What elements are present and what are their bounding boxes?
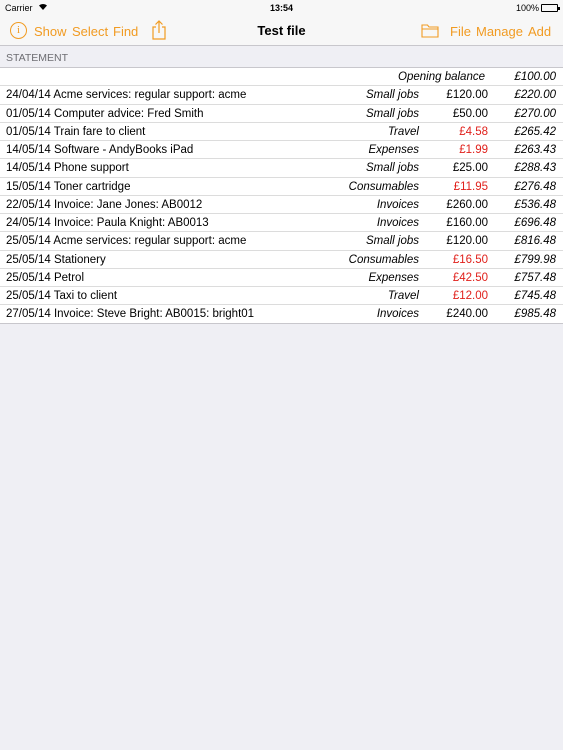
transaction-description <box>6 89 246 101</box>
transaction-text: Taxi to client <box>53 290 118 302</box>
file-button[interactable]: File <box>450 24 471 39</box>
select-button[interactable]: Select <box>72 24 109 39</box>
transaction-row[interactable] <box>0 196 563 214</box>
transaction-text: Acme services: regular support: acme <box>53 89 247 102</box>
transaction-balance: £696.48 <box>514 217 556 229</box>
transaction-text: Toner cartridge <box>53 180 131 193</box>
transaction-category: Travel <box>387 290 419 302</box>
page-title: Test file <box>257 23 306 38</box>
transaction-category: Consumables <box>348 253 419 266</box>
transaction-amount: £1.99 <box>459 144 488 156</box>
transaction-text: Invoice: Steve Bright: AB0015: bright01 <box>53 308 255 321</box>
transaction-row[interactable] <box>0 178 563 196</box>
section-header: STATEMENT <box>0 47 563 68</box>
transaction-category: Invoices <box>376 198 419 211</box>
transaction-date: 24/05/14 <box>6 217 51 229</box>
transaction-date: 01/05/14 <box>6 107 51 120</box>
transaction-row[interactable] <box>0 269 563 287</box>
transaction-balance: £745.48 <box>514 290 556 302</box>
transaction-text: Software - AndyBooks iPad <box>53 144 194 156</box>
transaction-balance: £276.48 <box>514 180 556 193</box>
transaction-description <box>6 290 117 302</box>
transaction-category: Travel <box>387 125 419 138</box>
transaction-amount: £12.00 <box>452 290 488 302</box>
transaction-amount: £120.00 <box>446 89 488 102</box>
transaction-date: 24/04/14 <box>6 89 51 102</box>
transaction-balance: £799.98 <box>514 253 556 266</box>
transaction-amount: £240.00 <box>446 308 488 321</box>
transaction-amount: £42.50 <box>452 271 488 284</box>
transaction-row[interactable] <box>0 214 563 232</box>
transaction-row[interactable] <box>0 123 563 141</box>
transaction-date: 15/05/14 <box>6 180 51 193</box>
transaction-balance: £265.42 <box>514 125 556 138</box>
transaction-category: Consumables <box>348 180 419 193</box>
transaction-balance: £288.43 <box>514 162 556 175</box>
manage-button[interactable]: Manage <box>476 24 523 39</box>
transaction-date: 14/05/14 <box>6 144 51 156</box>
transaction-balance: £985.48 <box>514 308 556 321</box>
transaction-amount: £16.50 <box>452 253 488 266</box>
carrier-label: Carrier <box>5 3 33 13</box>
transaction-text: Petrol <box>53 271 85 284</box>
status-time: 13:54 <box>269 3 294 13</box>
transaction-description <box>6 235 246 247</box>
transaction-description <box>6 108 204 120</box>
transaction-date: 25/05/14 <box>6 271 51 284</box>
transaction-date: 27/05/14 <box>6 308 51 321</box>
transaction-category: Small jobs <box>365 162 419 175</box>
transaction-balance: £263.43 <box>514 144 556 156</box>
transaction-amount: £120.00 <box>446 235 488 248</box>
transaction-amount: £11.95 <box>453 180 488 193</box>
transaction-amount: £50.00 <box>452 107 488 120</box>
battery-percent: 100% <box>515 3 539 13</box>
find-button[interactable]: Find <box>113 24 139 39</box>
transaction-text: Phone support <box>53 162 129 175</box>
transaction-description <box>6 199 202 211</box>
transaction-text: Invoice: Jane Jones: AB0012 <box>53 198 203 211</box>
status-bar <box>0 0 563 16</box>
transaction-category: Small jobs <box>365 107 419 120</box>
folder-icon[interactable] <box>421 23 439 38</box>
transaction-text: Stationery <box>53 253 106 266</box>
transaction-row[interactable] <box>0 251 563 269</box>
transaction-description <box>6 162 129 174</box>
transaction-amount: £4.58 <box>459 125 488 138</box>
transaction-description <box>6 181 130 193</box>
add-button[interactable]: Add <box>528 24 552 39</box>
transaction-description <box>6 308 254 320</box>
transaction-row[interactable] <box>0 159 563 177</box>
transaction-amount: £260.00 <box>446 198 488 211</box>
transaction-description <box>6 254 106 266</box>
transaction-row[interactable] <box>0 287 563 305</box>
transaction-description <box>6 272 84 284</box>
transaction-description <box>6 217 209 229</box>
transaction-row[interactable] <box>0 305 563 323</box>
transaction-date: 14/05/14 <box>6 162 51 175</box>
share-icon[interactable] <box>150 19 168 41</box>
transaction-row[interactable] <box>0 141 563 159</box>
transaction-amount: £160.00 <box>446 217 488 229</box>
nav-bar <box>0 16 563 46</box>
transaction-date: 25/05/14 <box>6 290 51 302</box>
transaction-category: Invoices <box>376 217 419 229</box>
transaction-amount: £25.00 <box>452 162 488 175</box>
transaction-date: 01/05/14 <box>6 125 51 138</box>
transaction-row[interactable] <box>0 86 563 104</box>
transaction-text: Acme services: regular support: acme <box>53 235 247 248</box>
opening-balance-label: Opening balance <box>398 71 485 83</box>
info-icon[interactable]: i <box>10 22 27 39</box>
transaction-balance: £270.00 <box>514 107 556 120</box>
transaction-text: Computer advice: Fred Smith <box>53 107 204 120</box>
transaction-date: 25/05/14 <box>6 235 51 248</box>
statement-table <box>0 68 563 324</box>
transaction-text: Invoice: Paula Knight: AB0013 <box>53 217 209 229</box>
opening-balance-value: £100.00 <box>514 71 556 83</box>
transaction-balance: £536.48 <box>514 198 556 211</box>
transaction-date: 25/05/14 <box>6 253 51 266</box>
transaction-balance: £757.48 <box>514 271 556 284</box>
transaction-row[interactable] <box>0 105 563 123</box>
transaction-category: Small jobs <box>365 89 419 102</box>
transaction-row[interactable] <box>0 232 563 250</box>
transaction-balance: £816.48 <box>514 235 556 248</box>
transaction-balance: £220.00 <box>514 89 556 102</box>
transaction-category: Small jobs <box>365 235 419 248</box>
opening-balance-row[interactable] <box>0 68 563 86</box>
transaction-description <box>6 144 193 156</box>
battery-icon <box>541 4 558 12</box>
transaction-text: Train fare to client <box>53 125 146 138</box>
transaction-description <box>6 126 145 138</box>
show-button[interactable]: Show <box>34 24 67 39</box>
transaction-date: 22/05/14 <box>6 198 51 211</box>
transaction-category: Invoices <box>376 308 419 321</box>
transaction-category: Expenses <box>368 271 419 284</box>
transaction-category: Expenses <box>368 144 419 156</box>
